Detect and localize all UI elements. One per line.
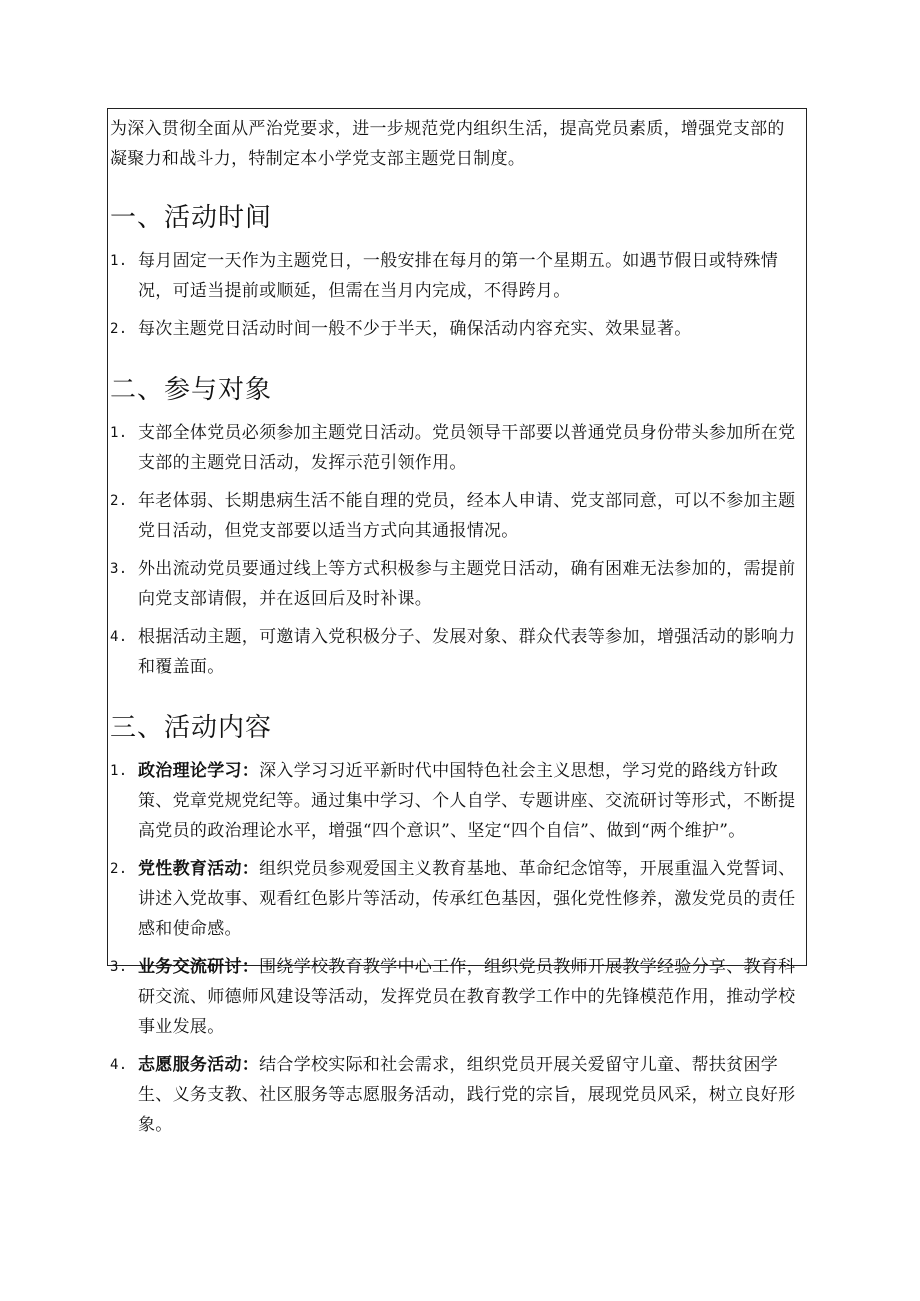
document-body <box>110 114 800 1140</box>
item-number: 3. <box>110 561 128 577</box>
item-number: 3. <box>110 959 128 975</box>
item-text: 支部全体党员必须参加主题党日活动。党员领导干部要以普通党员身份带头参加所在党支部的主题党日活动，发挥示范引领作用。 <box>138 423 796 473</box>
list-item <box>110 314 800 344</box>
item-text <box>138 952 800 1042</box>
section-heading: 一、活动时间 <box>110 203 273 233</box>
item-body: 结合学校实际和社会需求，组织党员开展关爱留守儿童、帮扶贫困学生、义务支教、社区服务等志愿服务活动，践行党的宗旨，展现党员风采，树立良好形象。 <box>138 1055 796 1135</box>
intro-paragraph: 为深入贯彻全面从严治党要求，进一步规范党内组织生活，提高党员素质，增强党支部的凝聚力和战斗力，特制定本小学党支部主题党日制度。 <box>110 119 785 169</box>
item-number: 4. <box>110 629 128 645</box>
item-text <box>138 756 800 846</box>
list-item <box>110 418 800 478</box>
item-text: 外出流动党员要通过线上等方式积极参与主题党日活动，确有困难无法参加的，需提前向党支部请假，并在返回后及时补课。 <box>138 559 796 609</box>
section-heading: 二、参与对象 <box>110 375 273 405</box>
item-body: 组织党员参观爱国主义教育基地、革命纪念馆等，开展重温入党誓词、讲述入党故事、观看红色影片等活动，传承红色基因，强化党性修养，激发党员的责任感和使命感。 <box>138 859 796 939</box>
item-number: 4. <box>110 1057 128 1073</box>
item-lead: 业务交流研讨： <box>138 957 260 977</box>
list-item <box>110 622 800 682</box>
list-item <box>110 756 800 846</box>
item-text: 每次主题党日活动时间一般不少于半天，确保活动内容充实、效果显著。 <box>138 319 692 339</box>
item-text <box>138 1050 800 1140</box>
item-number: 1. <box>110 763 128 779</box>
section-activity-content <box>110 710 800 1140</box>
section-heading: 三、活动内容 <box>110 713 273 743</box>
item-text: 每月固定一天作为主题党日，一般安排在每月的第一个星期五。如遇节假日或特殊情况，可适当提前或顺延，但需在当月内完成，不得跨月。 <box>138 251 779 301</box>
item-number: 2. <box>110 321 128 337</box>
section-participants <box>110 372 800 682</box>
item-lead: 党性教育活动： <box>138 859 260 879</box>
item-number: 1. <box>110 253 128 269</box>
item-lead: 志愿服务活动： <box>138 1055 260 1075</box>
section-activity-time <box>110 200 800 344</box>
list-item <box>110 952 800 1042</box>
list-item <box>110 1050 800 1140</box>
list-item <box>110 554 800 614</box>
item-body: 围绕学校教育教学中心工作，组织党员教师开展教学经验分享、教育科研交流、师德师风建设等活动，发挥党员在教育教学工作中的先锋模范作用，推动学校事业发展。 <box>138 957 796 1037</box>
item-number: 1. <box>110 425 128 441</box>
item-body: 深入学习习近平新时代中国特色社会主义思想，学习党的路线方针政策、党章党规党纪等。通过集中学习、个人自学、专题讲座、交流研讨等形式，不断提高党员的政治理论水平，增强“四个意识”、坚定“四个自信”、做到“两个维护”。 <box>138 761 796 841</box>
item-text <box>138 854 800 944</box>
item-lead: 政治理论学习： <box>138 761 260 781</box>
item-text: 根据活动主题，可邀请入党积极分子、发展对象、群众代表等参加，增强活动的影响力和覆盖面。 <box>138 627 796 677</box>
item-number: 2. <box>110 861 128 877</box>
item-text: 年老体弱、长期患病生活不能自理的党员，经本人申请、党支部同意，可以不参加主题党日活动，但党支部要以适当方式向其通报情况。 <box>138 491 796 541</box>
list-item <box>110 246 800 306</box>
item-number: 2. <box>110 493 128 509</box>
list-item <box>110 486 800 546</box>
list-item <box>110 854 800 944</box>
